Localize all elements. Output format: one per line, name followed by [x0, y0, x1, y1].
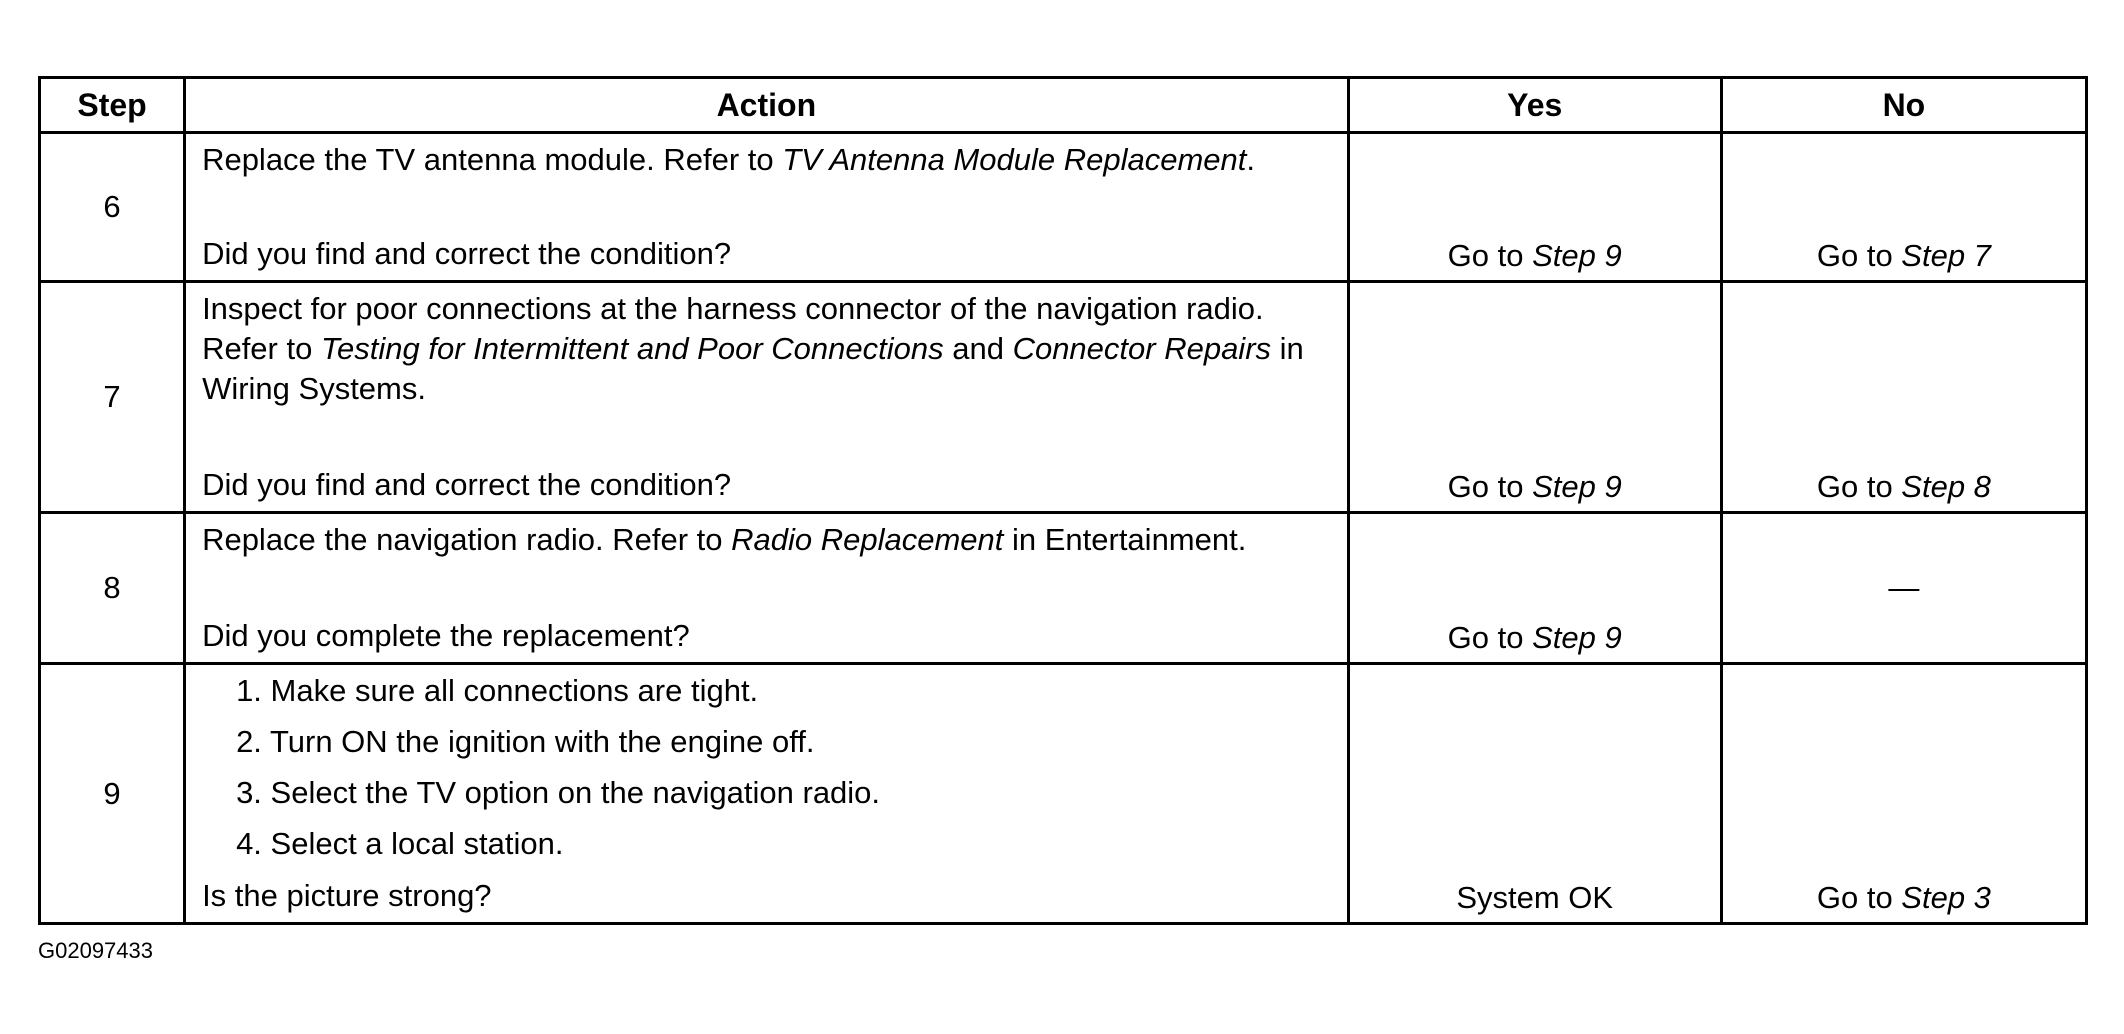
action-ref: TV Antenna Module Replacement — [782, 142, 1247, 177]
step-link[interactable]: Step 9 — [1532, 238, 1622, 273]
yes-answer: Go to Step 9 — [1447, 238, 1622, 273]
procedure-step: 1. Make sure all connections are tight. — [236, 673, 759, 708]
action-cell — [185, 513, 1349, 664]
procedure-step: 2. Turn ON the ignition with the engine off. — [236, 724, 815, 759]
action-ref: Testing for Intermittent and Poor Connections — [320, 331, 944, 366]
header-yes: Yes — [1348, 78, 1721, 133]
table-row-step-9 — [40, 664, 2087, 924]
step-number: 7 — [40, 282, 185, 513]
action-text: in Wiring Systems. — [202, 331, 1304, 406]
step-number: 9 — [40, 664, 185, 924]
yes-answer: System OK — [1456, 880, 1614, 915]
no-cell — [1721, 282, 2086, 513]
action-text: Replace the navigation radio. Refer to — [202, 522, 732, 557]
no-answer: Go to Step 3 — [1816, 880, 1991, 915]
procedure-list — [202, 665, 1335, 869]
action-description — [202, 514, 1335, 560]
yes-cell — [1348, 664, 1721, 924]
action-text: Inspect for poor connections at the harness connector of the navigation radio. Refer to — [202, 291, 1264, 366]
diagnostic-table — [38, 76, 2088, 925]
step-link[interactable]: Step 3 — [1901, 880, 1991, 915]
step-link[interactable]: Step 9 — [1532, 469, 1622, 504]
action-cell — [185, 133, 1349, 282]
action-question: Is the picture strong? — [202, 878, 492, 913]
yes-answer: Go to Step 9 — [1447, 469, 1622, 504]
action-text: in Entertainment. — [1003, 522, 1247, 557]
no-answer: Go to Step 8 — [1816, 469, 1991, 504]
step-number: 6 — [40, 133, 185, 282]
no-answer-dash: — — [1888, 570, 1920, 605]
action-cell — [185, 282, 1349, 513]
yes-cell — [1348, 282, 1721, 513]
action-question: Did you find and correct the condition? — [202, 467, 732, 502]
step-link[interactable]: Step 8 — [1901, 469, 1991, 504]
action-text: and — [943, 331, 1013, 366]
action-text: . — [1246, 142, 1255, 177]
step-link[interactable]: Step 7 — [1901, 238, 1991, 273]
header-action: Action — [185, 78, 1349, 133]
yes-answer: Go to Step 9 — [1447, 620, 1622, 655]
action-cell — [185, 664, 1349, 924]
action-ref: Connector Repairs — [1012, 331, 1272, 366]
header-step: Step — [40, 78, 185, 133]
yes-cell — [1348, 513, 1721, 664]
header-row — [40, 78, 2087, 133]
table-row-step-8 — [40, 513, 2087, 664]
action-text: Replace the TV antenna module. Refer to — [202, 142, 783, 177]
action-description — [202, 134, 1335, 180]
action-description — [202, 283, 1335, 409]
header-no: No — [1721, 78, 2086, 133]
procedure-step: 3. Select the TV option on the navigation radio. — [236, 775, 881, 810]
no-cell — [1721, 513, 2086, 664]
yes-cell — [1348, 133, 1721, 282]
step-link[interactable]: Step 9 — [1532, 620, 1622, 655]
procedure-step: 4. Select a local station. — [236, 826, 564, 861]
no-cell — [1721, 133, 2086, 282]
figure-id: G02097433 — [38, 938, 153, 963]
no-answer: Go to Step 7 — [1816, 238, 1991, 273]
step-number: 8 — [40, 513, 185, 664]
action-question: Did you complete the replacement? — [202, 618, 690, 653]
action-ref: Radio Replacement — [731, 522, 1004, 557]
table-row-step-7 — [40, 282, 2087, 513]
table-row-step-6 — [40, 133, 2087, 282]
action-question: Did you find and correct the condition? — [202, 236, 732, 271]
no-cell — [1721, 664, 2086, 924]
